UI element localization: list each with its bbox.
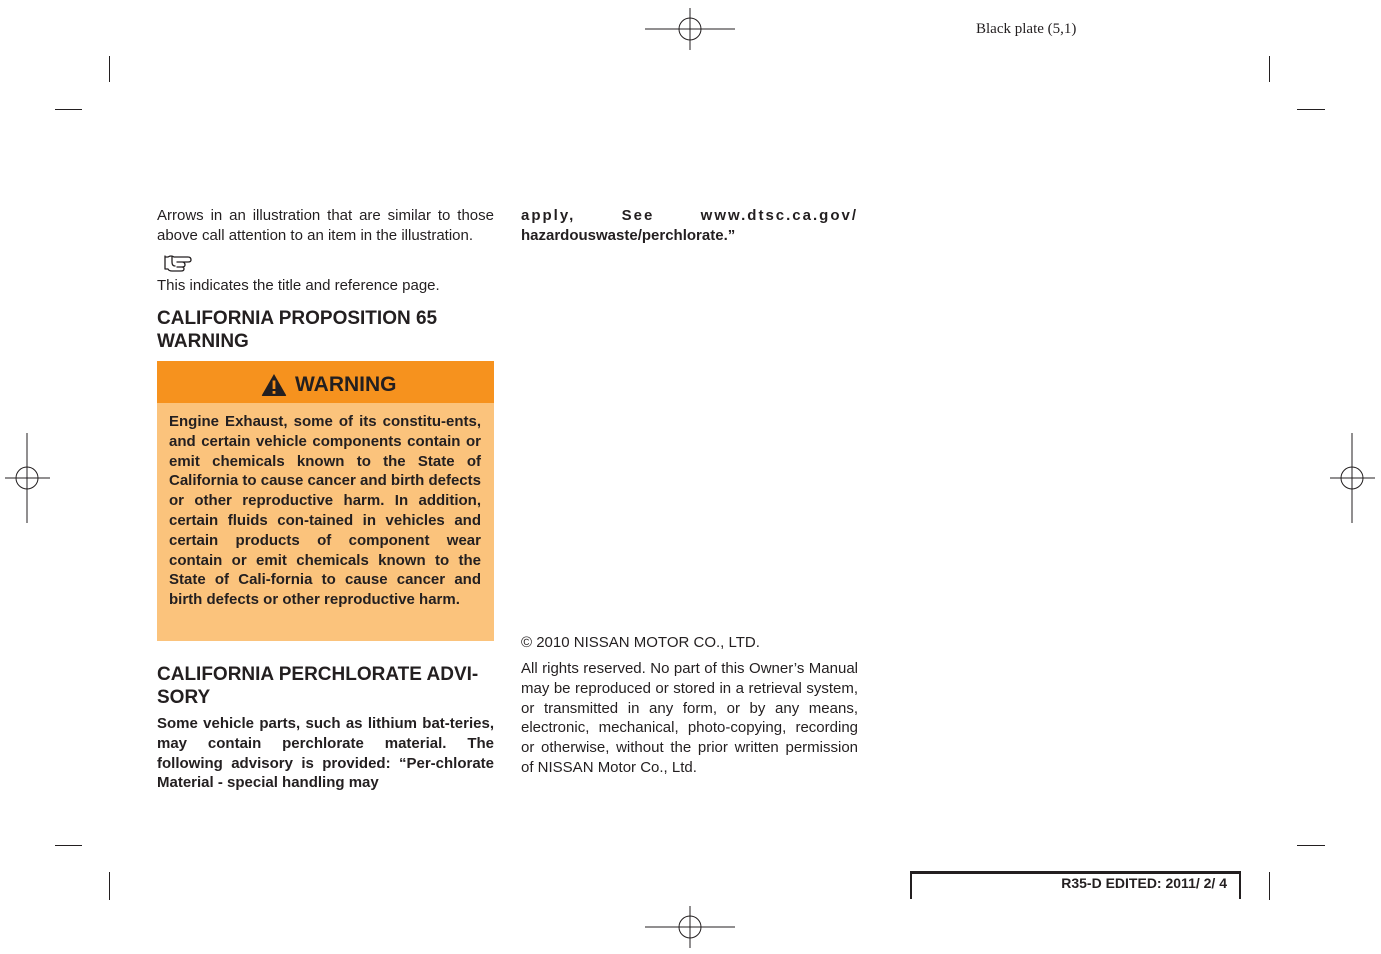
footer-left-edge [910,871,912,899]
registration-mark-left [5,433,50,523]
url-line1: apply, See www.dtsc.ca.gov/ [521,207,858,224]
registration-mark-right [1330,433,1375,523]
warning-triangle-icon [261,373,287,397]
url-line2: hazardouswaste/perchlorate.” [521,226,736,244]
registration-mark-bottom [645,906,735,948]
registration-mark-top [645,8,735,50]
pointing-hand-icon [162,252,198,274]
intro-paragraph: Arrows in an illustration that are similar to those above call attention to an item in the illustration. [157,207,494,244]
perchlorate-paragraph: Some vehicle parts, such as lithium bat-teries, may contain perchlorate material. The following advisory is provided: “Per-chlorate Material - special handling may [157,715,494,792]
perchlorate-heading [157,663,494,709]
rights-paragraph: All rights reserved. No part of this Owner’s Manual may be reproduced or stored in a retrieval system, or transmitted in any form, or by any means, electronic, mechanical, photo-copying, recording or otherwise, without the prior written permission of NISSAN Motor Co., Ltd. [521,660,858,776]
prop65-heading [157,307,494,353]
reference-description: This indicates the title and reference page. [157,277,440,294]
footer-right-edge [1239,871,1241,899]
perchlorate-heading-line2: SORY [157,687,211,708]
warning-title: WARNING [295,373,397,396]
warning-text: Engine Exhaust, some of its constitu-ents, and certain vehicle components contain or emit chemicals known to the State of California to cause cancer and birth defects or other reproductive harm. In addition, certain fluids con-tained in vehicles and certain products of component wear contain or emit chemicals known to the State of Cali-fornia to cause cancer and birth defects or other reproductive harm. [169,413,481,609]
copyright-line: © 2010 NISSAN MOTOR CO., LTD. [521,634,760,651]
prop65-heading-line1: CALIFORNIA PROPOSITION 65 [157,308,438,329]
plate-label: Black plate (5,1) [976,21,1077,37]
perchlorate-url [521,206,858,246]
perchlorate-heading-line1: CALIFORNIA PERCHLORATE ADVI- [157,664,479,685]
footer-edit-label: R35-D EDITED: 2011/ 2/ 4 [1061,875,1227,891]
prop65-heading-line2: WARNING [157,331,249,352]
